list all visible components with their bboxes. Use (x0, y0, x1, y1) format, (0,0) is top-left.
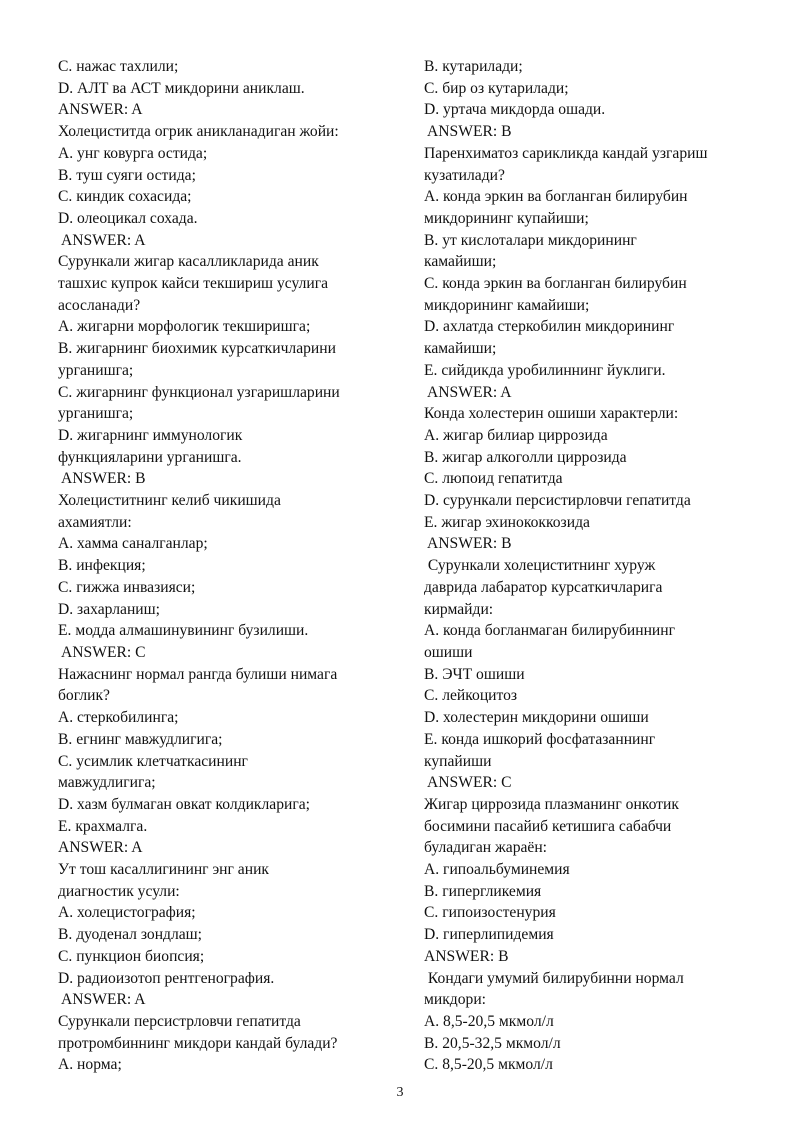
text-line: C. бир оз кутарилади; (424, 79, 569, 97)
text-line: B. инфекция; (58, 557, 146, 575)
text-line: C. жигарнинг функционал узгаришларини (58, 383, 340, 401)
text-line: кузатилади? (424, 166, 505, 184)
text-line: C. 8,5-20,5 мкмол/л (424, 1056, 553, 1074)
text-line: ANSWER: C (424, 774, 512, 792)
text-line: ахамиятли: (58, 513, 132, 531)
text-line: урганишга; (58, 361, 134, 379)
page-number: 3 (396, 1085, 404, 1100)
text-line: ANSWER: B (58, 470, 146, 488)
text-line: A. жигарни морфологик текширишга; (58, 318, 311, 336)
text-line: D. радиоизотоп рентгенография. (58, 969, 275, 987)
text-line: B. жигарнинг биохимик курсаткичларини (58, 340, 336, 358)
text-line: протромбиннинг микдори кандай булади? (58, 1034, 338, 1052)
text-line: ANSWER: A (58, 991, 146, 1009)
text-line: микдорининг камайиши; (424, 296, 590, 314)
text-line: B. 20,5-32,5 мкмол/л (424, 1034, 561, 1052)
text-line: A. холецистография; (58, 904, 196, 922)
text-line: B. кутарилади; (424, 58, 523, 75)
text-line: D. холестерин микдорини ошиши (424, 709, 649, 727)
text-line: E. модда алмашинувининг бузилиши. (58, 622, 309, 640)
text-line: C. гижжа инвазияси; (58, 578, 196, 596)
left-column (58, 56, 388, 1076)
text-line: A. гипоальбуминемия (424, 861, 570, 879)
text-line: D. жигарнинг иммунологик (58, 426, 243, 444)
text-line: D. уртача микдорда ошади. (424, 101, 606, 119)
text-line: Холециститда огрик аникланадиган жойи: (58, 123, 339, 141)
text-line: A. конда богланмаган билирубиннинг (424, 622, 676, 640)
text-line: кирмайди: (424, 600, 494, 618)
text-line: E. жигар эхинококкозида (424, 513, 590, 531)
text-line: C. гипоизостенурия (424, 904, 556, 922)
text-line: B. гипергликемия (424, 882, 542, 900)
text-line: микдорининг купайиши; (424, 209, 589, 227)
text-line: D. хазм булмаган овкат колдикларига; (58, 795, 310, 813)
text-line: ANSWER: B (424, 535, 512, 553)
text-line: D. АЛТ ва АСТ микдорини аниклаш. (58, 79, 305, 97)
text-line: B. егнинг мавжудлигига; (58, 730, 223, 748)
text-line: A. норма; (58, 1056, 122, 1074)
text-line: B. ут кислоталари микдорининг (424, 231, 637, 249)
text-line: B. туш суяги остида; (58, 166, 196, 184)
text-line: C. нажас тахлили; (58, 58, 179, 75)
text-line: C. усимлик клетчаткасининг (58, 752, 248, 770)
text-line: A. унг ковурга остида; (58, 144, 208, 162)
text-line: D. захарланиш; (58, 600, 160, 618)
text-line: C. лейкоцитоз (424, 687, 518, 705)
text-line: даврида лабаратор курсаткичларига (424, 578, 663, 596)
text-line: A. жигар билиар циррозида (424, 426, 608, 444)
text-line: ANSWER: A (58, 231, 146, 249)
text-line: буладиган жараён: (424, 839, 548, 857)
text-line: A. стеркобилинга; (58, 709, 179, 727)
text-line: ANSWER: B (424, 947, 509, 965)
text-line: босимини пасайиб кетишига сабабчи (424, 817, 672, 835)
text-line: C. киндик сохасида; (58, 188, 192, 206)
text-line: C. конда эркин ва богланган билирубин (424, 275, 687, 293)
text-line: Жигар циррозида плазманинг онкотик (424, 795, 679, 813)
text-line: урганишга; (58, 405, 134, 423)
text-line: D. олеоцикал сохада. (58, 209, 198, 227)
text-line: Паренхиматоз сарикликда кандай узгариш (424, 144, 708, 162)
text-line: ошиши (424, 643, 473, 661)
text-line: Холециститнинг келиб чикишида (58, 492, 281, 510)
text-line: боглик? (58, 687, 110, 705)
text-line: D. гиперлипидемия (424, 926, 554, 944)
text-line: Конда холестерин ошиши характерли: (424, 405, 679, 423)
text-line: ANSWER: A (424, 383, 512, 401)
text-line: Сурункали персистрловчи гепатитда (58, 1012, 301, 1030)
text-line: функцияларини урганишга. (58, 448, 242, 466)
text-line: Нажаснинг нормал рангда булиши нимага (58, 665, 338, 683)
text-line: Сурункали жигар касалликларида аник (58, 253, 319, 271)
text-line: B. жигар алкоголли циррозида (424, 448, 627, 466)
text-line: мавжудлигига; (58, 774, 156, 792)
text-line: B. ЭЧТ ошиши (424, 665, 525, 683)
text-line: D. ахлатда стеркобилин микдорининг (424, 318, 675, 336)
text-line: ANSWER: A (58, 101, 143, 119)
text-line: A. конда эркин ва богланган билирубин (424, 188, 688, 206)
text-line: C. пункцион биопсия; (58, 947, 205, 965)
text-line: диагностик усули: (58, 882, 180, 900)
text-line: микдори: (424, 991, 486, 1009)
text-line: Ут тош касаллигининг энг аник (58, 861, 269, 879)
text-line: ANSWER: A (58, 839, 143, 857)
text-line: асосланади? (58, 296, 141, 314)
text-line: ANSWER: C (58, 643, 146, 661)
text-line: ANSWER: B (424, 123, 512, 141)
text-line: Сурункали холециститнинг хуруж (424, 557, 656, 575)
text-line: Кондаги умумий билирубинни нормал (424, 969, 684, 987)
text-line: ташхис купрок кайси текшириш усулига (58, 275, 329, 293)
text-line: C. люпоид гепатитда (424, 470, 563, 488)
text-line: A. хамма саналганлар; (58, 535, 208, 553)
text-line: E. сийдикда уробилиннинг йуклиги. (424, 361, 666, 379)
text-line: купайиши (424, 752, 492, 770)
text-line: камайиши; (424, 340, 497, 358)
text-line: B. дуоденал зондлаш; (58, 926, 203, 944)
text-line: E. крахмалга. (58, 817, 148, 835)
text-line: камайиши; (424, 253, 497, 271)
text-line: E. конда ишкорий фосфатазаннинг (424, 730, 656, 748)
text-line: D. сурункали персистирловчи гепатитда (424, 492, 691, 510)
text-line: A. 8,5-20,5 мкмол/л (424, 1012, 554, 1030)
right-column (424, 56, 764, 1076)
